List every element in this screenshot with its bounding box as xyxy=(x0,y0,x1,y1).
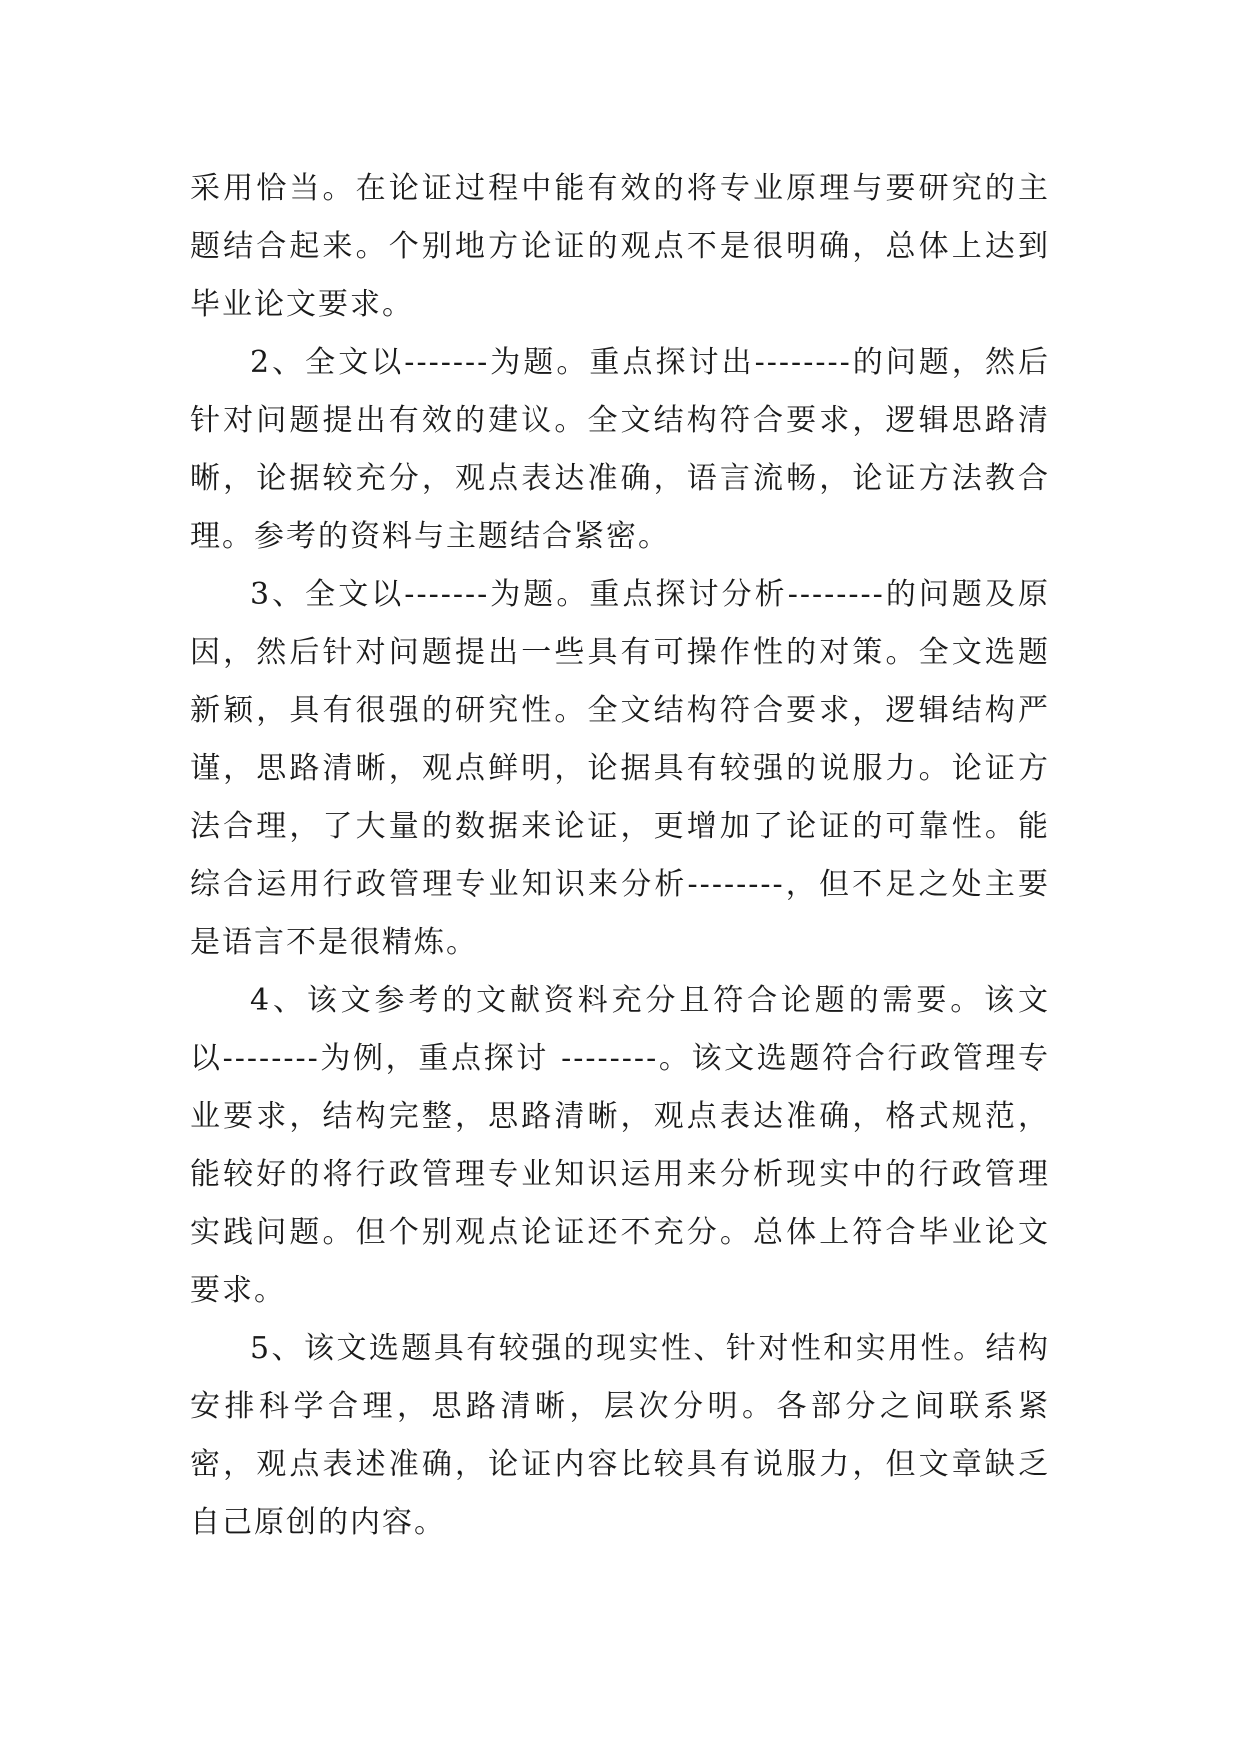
paragraph-item-5: 5、该文选题具有较强的现实性、针对性和实用性。结构安排科学合理，思路清晰，层次分明。各部分之间联系紧密，观点表述准确，论证内容比较具有说服力，但文章缺乏自己原创的内容。 xyxy=(190,1331,1050,1540)
document-body xyxy=(190,160,1050,1552)
paragraph-item-3: 3、全文以-------为题。重点探讨分析--------的问题及原因，然后针对问题提出一些具有可操作性的对策。全文选题新颖，具有很强的研究性。全文结构符合要求，逻辑结构严谨，思路清晰，观点鲜明，论据具有较强的说服力。论证方法合理，了大量的数据来论证，更增加了论证的可靠性。能综合运用行政管理专业知识来分析--------，但不足之处主要是语言不是很精炼。 xyxy=(190,577,1050,960)
paragraph-item-4: 4、该文参考的文献资料充分且符合论题的需要。该文以--------为例，重点探讨 --------。该文选题符合行政管理专业要求，结构完整，思路清晰，观点表达准确，格式规范，能较好的将行政管理专业知识运用来分析现实中的行政管理实践问题。但个别观点论证还不充分。总体上符合毕业论文要求。 xyxy=(190,983,1050,1308)
paragraph-continuation: 采用恰当。在论证过程中能有效的将专业原理与要研究的主题结合起来。个别地方论证的观点不是很明确，总体上达到毕业论文要求。 xyxy=(190,171,1050,322)
paragraph-item-2: 2、全文以-------为题。重点探讨出--------的问题，然后针对问题提出有效的建议。全文结构符合要求，逻辑思路清晰，论据较充分，观点表达准确，语言流畅，论证方法教合理。参考的资料与主题结合紧密。 xyxy=(190,345,1050,554)
